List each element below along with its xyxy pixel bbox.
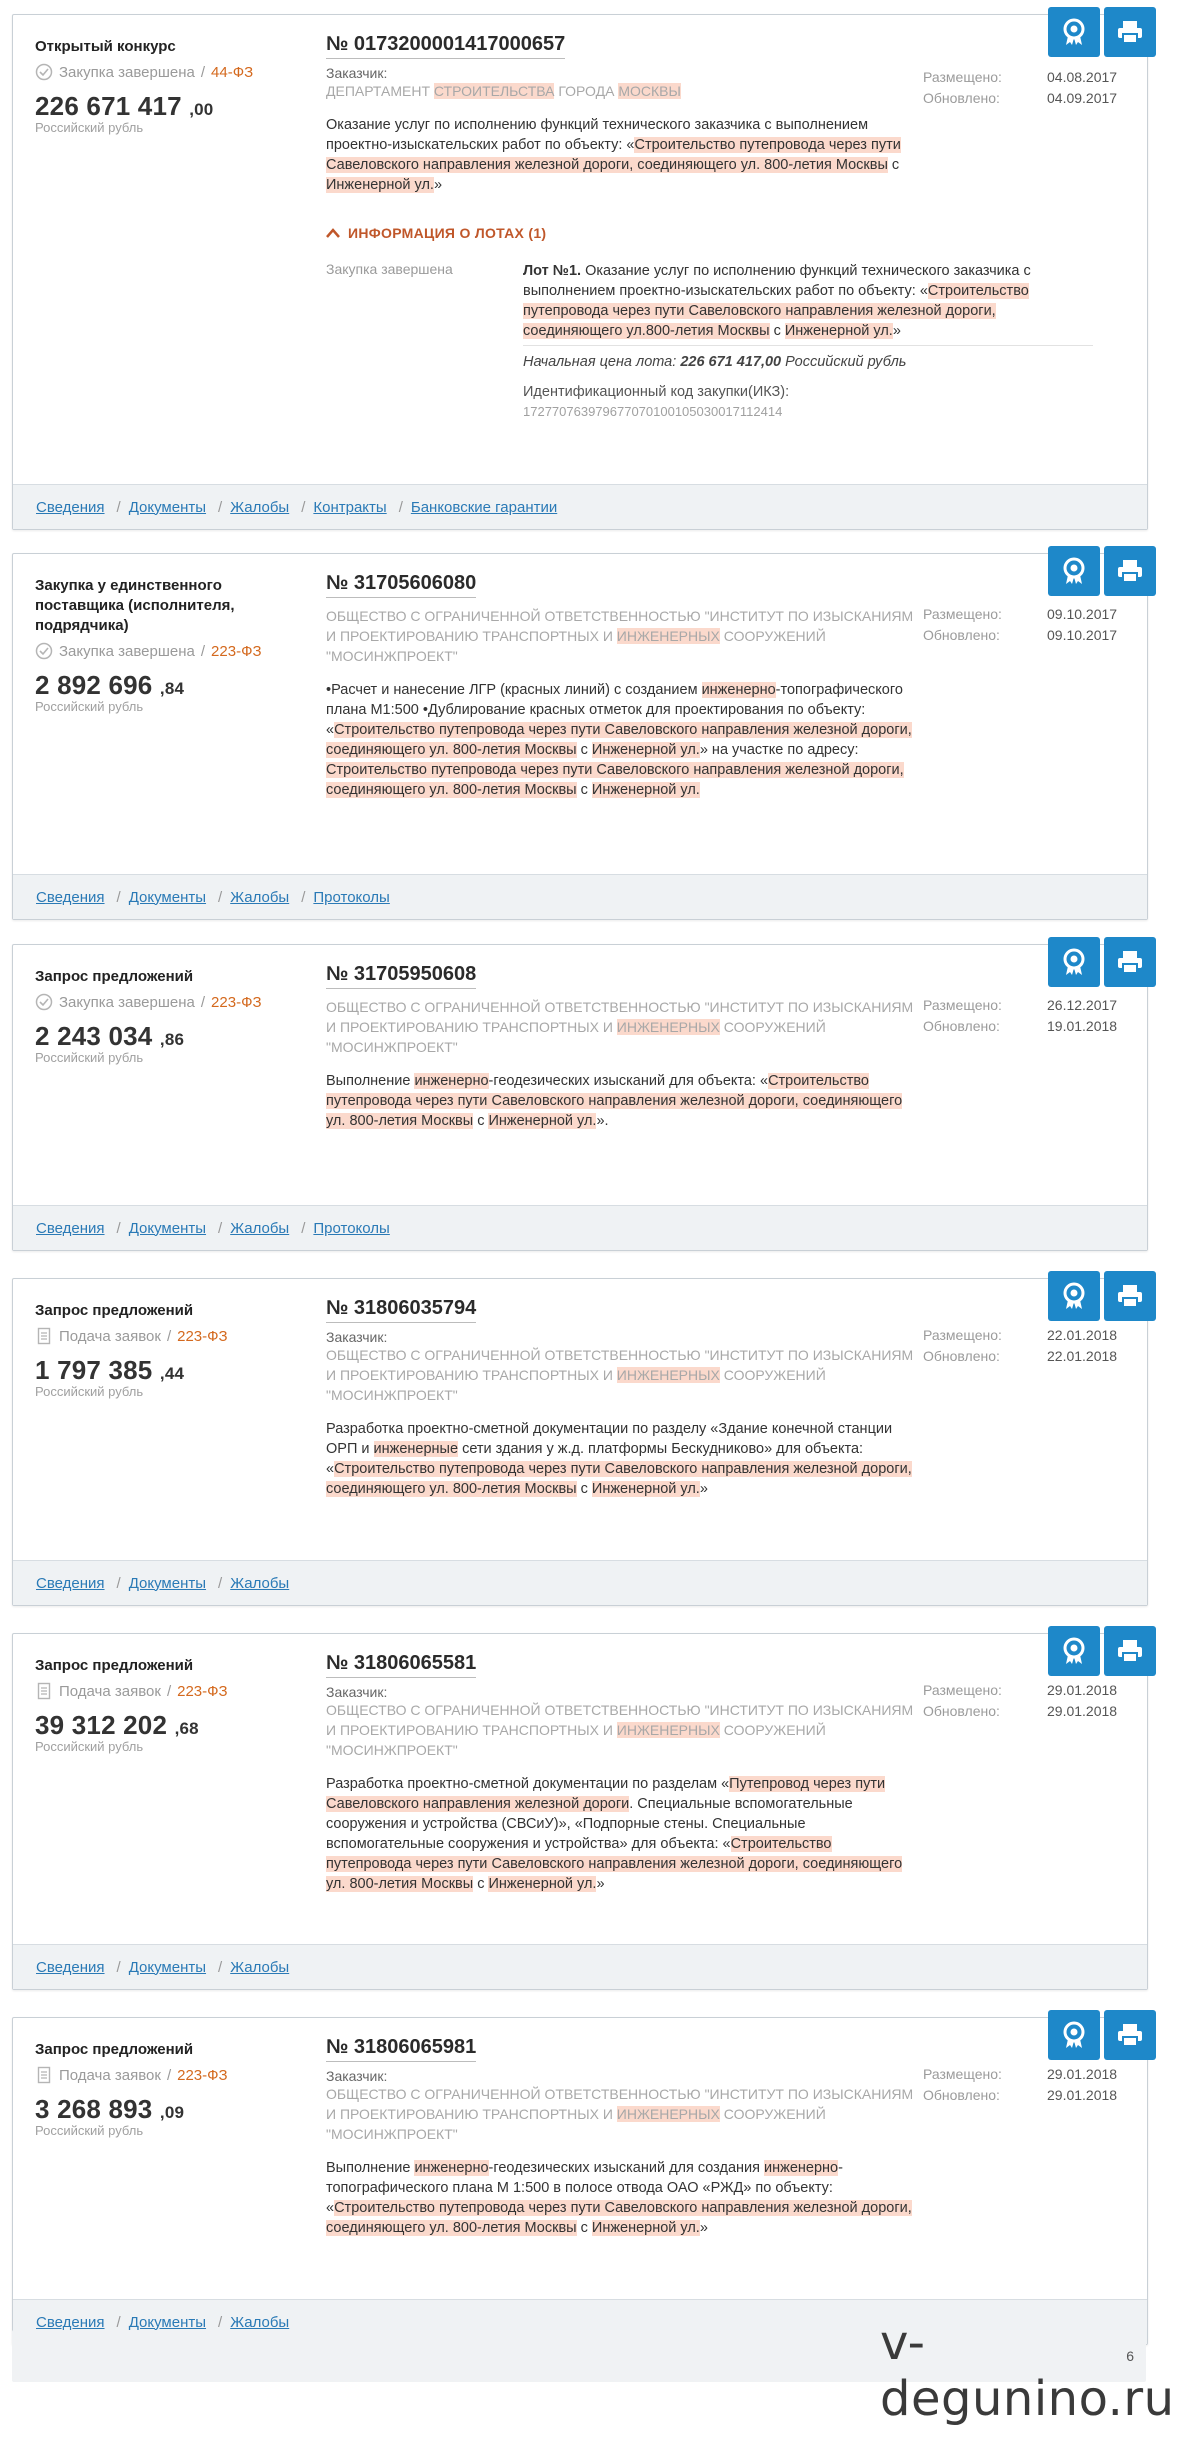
updated-date: 19.01.2018 [1047, 1018, 1118, 1034]
card-actions [1048, 1271, 1156, 1321]
status-text: Закупка завершена [59, 63, 195, 81]
tab-complaints[interactable]: Жалобы [230, 2313, 290, 2331]
card-summary [35, 37, 305, 135]
dates: Размещено: 29.01.2018 Обновлено: 29.01.2018 [923, 2064, 1153, 2106]
tab-complaints[interactable]: Жалобы [230, 1958, 290, 1976]
purchase-description: •Расчет и нанесение ЛГР (красных линий) с созданием инженерно-топографического плана М1:500 •Дублирование красных отметок для проектирования по объекту: «Строительство путепровода через пути Савеловского направления железной дороги, соединяющего ул. 800-летия Москвы с Инженерной ул.» на участке по адресу: Строительство путепровода через пути Савеловского направления железной дороги, соединяющего ул. 800-летия Москвы с Инженерной ул. [326, 682, 912, 798]
award-ribbon-icon [1059, 556, 1089, 586]
printer-icon [1116, 1283, 1144, 1309]
currency: Российский рубль [35, 1050, 144, 1065]
print-button[interactable] [1104, 2010, 1156, 2060]
award-ribbon-icon [1059, 947, 1089, 977]
registry-number[interactable]: № 31806065581 [326, 1652, 476, 1678]
price: 2 892 696 ,84 [35, 670, 185, 700]
purchase-description: Оказание услуг по исполнению функций технического заказчика с выполнением проектно-изыскательских работ по объекту: «Строительство путепровода через пути Савеловского направления железной дороги, соединяющего ул. 800-летия Москвы с Инженерной ул.» [326, 117, 901, 193]
ikz-value: 172770763979677070100105030017112414 [523, 404, 783, 419]
registry-number[interactable]: № 31705950608 [326, 963, 476, 989]
printer-icon [1116, 949, 1144, 975]
dates: Размещено: 26.12.2017 Обновлено: 19.01.2018 [923, 995, 1153, 1037]
card-summary [35, 1301, 305, 1399]
law-link[interactable]: 223-ФЗ [211, 642, 262, 660]
tab-documents[interactable]: Документы [128, 498, 207, 516]
lots-toggle[interactable] [326, 225, 916, 241]
tab-protocols[interactable]: Протоколы [313, 888, 390, 906]
printer-icon [1116, 2022, 1144, 2048]
award-ribbon-icon [1059, 17, 1089, 47]
check-circle-icon [35, 642, 53, 660]
law-link[interactable]: 223-ФЗ [211, 993, 262, 1011]
card-details [326, 963, 916, 1131]
currency: Российский рубль [35, 1739, 144, 1754]
ikz-label: Идентификационный код закупки(ИКЗ): [523, 384, 790, 400]
currency: Российский рубль [35, 699, 144, 714]
status-text: Подача заявок [59, 2066, 161, 2084]
tab-info[interactable]: Сведения [36, 2313, 105, 2331]
printer-icon [1116, 1638, 1144, 1664]
tab-complaints[interactable]: Жалобы [230, 888, 290, 906]
lot-description: Лот №1. Оказание услуг по исполнению функций технического заказчика с выполнением проектно-изыскательских работ по объекту: «Строительство путепровода через пути Савеловского направления железной дороги, соединяющего ул.800-летия Москвы с Инженерной ул.» [523, 263, 1031, 339]
purchase-status: Подача заявок / 223-ФЗ [35, 2066, 305, 2084]
dates: Размещено: 09.10.2017 Обновлено: 09.10.2017 [923, 604, 1153, 646]
purchase-description: Разработка проектно-сметной документации по разделу «Здание конечной станции ОРП и инженерные сети здания у ж.д. платформы Бескудниково» для объекта: «Строительство путепровода через пути Савеловского направления железной дороги, соединяющего ул. 800-летия Москвы с Инженерной ул.» [326, 1421, 912, 1497]
tab-info[interactable]: Сведения [36, 1958, 105, 1976]
card-actions [1048, 1626, 1156, 1676]
purchase-card [12, 553, 1148, 920]
tab-documents[interactable]: Документы [128, 1958, 207, 1976]
status-text: Подача заявок [59, 1327, 161, 1345]
status-text: Подача заявок [59, 1682, 161, 1700]
chevron-up-icon [326, 228, 340, 238]
currency: Российский рубль [35, 1384, 144, 1399]
law-link[interactable]: 44-ФЗ [211, 63, 254, 81]
card-footer-tabs: Сведения / Документы / Жалобы [13, 1944, 1147, 1989]
card-actions [1048, 2010, 1156, 2060]
law-link[interactable]: 223-ФЗ [177, 1682, 228, 1700]
customer-name[interactable]: ОБЩЕСТВО С ОГРАНИЧЕННОЙ ОТВЕТСТВЕННОСТЬЮ "ИНСТИТУТ ПО ИЗЫСКАНИЯМ И ПРОЕКТИРОВАНИЮ ТРАНСПОРТНЫХ И ИНЖЕНЕРНЫХ СООРУЖЕНИЙ "МОСИНЖПРОЕКТ" [326, 1347, 914, 1403]
customer-name[interactable]: ОБЩЕСТВО С ОГРАНИЧЕННОЙ ОТВЕТСТВЕННОСТЬЮ "ИНСТИТУТ ПО ИЗЫСКАНИЯМ И ПРОЕКТИРОВАНИЮ ТРАНСПОРТНЫХ И ИНЖЕНЕРНЫХ СООРУЖЕНИЙ "МОСИНЖПРОЕКТ" [326, 608, 914, 664]
print-button[interactable] [1104, 937, 1156, 987]
print-button[interactable] [1104, 1271, 1156, 1321]
status-text: Закупка завершена [59, 642, 195, 660]
price-main: 226 671 417 [35, 91, 182, 121]
updated-date: 29.01.2018 [1047, 2087, 1118, 2103]
customer-label: Заказчик: [326, 65, 388, 81]
award-button[interactable] [1048, 546, 1100, 596]
award-ribbon-icon [1059, 1636, 1089, 1666]
currency: Российский рубль [35, 2123, 144, 2138]
tab-bank-guarantees[interactable]: Банковские гарантии [410, 498, 558, 516]
card-summary [35, 967, 305, 1065]
award-button[interactable] [1048, 1271, 1100, 1321]
tab-documents[interactable]: Документы [128, 888, 207, 906]
price: 2 243 034 ,86 [35, 1021, 185, 1051]
updated-date: 09.10.2017 [1047, 627, 1118, 643]
document-icon [35, 2066, 53, 2084]
customer-label: Заказчик: [326, 1329, 388, 1345]
purchase-status: Подача заявок / 223-ФЗ [35, 1327, 305, 1345]
purchase-description: Выполнение инженерно-геодезических изысканий для создания инженерно-топографического плана М 1:500 в полосе отвода ОАО «РЖД» по объекту: «Строительство путепровода через пути Савеловского направления железной дороги, соединяющего ул. 800-летия Москвы с Инженерной ул.» [326, 2160, 912, 2236]
procedure-type: Открытый конкурс [35, 38, 176, 55]
card-details [326, 2036, 916, 2238]
dates: Размещено: 29.01.2018 Обновлено: 29.01.2018 [923, 1680, 1153, 1722]
procedure-type: Запрос предложений [35, 1302, 194, 1319]
procedure-type: Запрос предложений [35, 2041, 194, 2058]
updated-date: 29.01.2018 [1047, 1703, 1118, 1719]
law-link[interactable]: 223-ФЗ [177, 2066, 228, 2084]
purchase-card [12, 2017, 1148, 2345]
placed-date: 29.01.2018 [1047, 1682, 1118, 1698]
customer-label: Заказчик: [326, 1684, 388, 1700]
card-summary [35, 576, 305, 714]
card-summary [35, 1656, 305, 1754]
procedure-type: Запрос предложений [35, 968, 194, 985]
lot-body [523, 261, 1093, 422]
law-link[interactable]: 223-ФЗ [177, 1327, 228, 1345]
award-button[interactable] [1048, 937, 1100, 987]
procedure-type: Запрос предложений [35, 1657, 194, 1674]
tab-info[interactable]: Сведения [36, 1219, 105, 1237]
purchase-card [12, 944, 1148, 1251]
registry-number[interactable]: № 31806035794 [326, 1297, 476, 1323]
price-kopecks: ,00 [189, 100, 214, 119]
tab-info[interactable]: Сведения [36, 498, 105, 516]
card-actions [1048, 546, 1156, 596]
dates: Размещено: 22.01.2018 Обновлено: 22.01.2018 [923, 1325, 1153, 1367]
document-icon [35, 1682, 53, 1700]
tab-info[interactable]: Сведения [36, 888, 105, 906]
tab-contracts[interactable]: Контракты [313, 498, 387, 516]
customer-name[interactable]: ОБЩЕСТВО С ОГРАНИЧЕННОЙ ОТВЕТСТВЕННОСТЬЮ "ИНСТИТУТ ПО ИЗЫСКАНИЯМ И ПРОЕКТИРОВАНИЮ ТРАНСПОРТНЫХ И ИНЖЕНЕРНЫХ СООРУЖЕНИЙ "МОСИНЖПРОЕКТ" [326, 2086, 914, 2142]
card-actions [1048, 7, 1156, 57]
updated-date: 04.09.2017 [1047, 90, 1118, 106]
check-circle-icon [35, 63, 53, 81]
placed-date: 26.12.2017 [1047, 997, 1118, 1013]
placed-date: 22.01.2018 [1047, 1327, 1118, 1343]
placed-date: 04.08.2017 [1047, 69, 1118, 85]
card-details [326, 1297, 916, 1499]
placed-date: 09.10.2017 [1047, 606, 1118, 622]
award-ribbon-icon [1059, 1281, 1089, 1311]
document-icon [35, 1327, 53, 1345]
award-button[interactable] [1048, 2010, 1100, 2060]
purchase-description: Выполнение инженерно-геодезических изысканий для объекта: «Строительство путепровода через пути Савеловского направления железной дороги, соединяющего ул. 800-летия Москвы с Инженерной ул.». [326, 1073, 903, 1129]
card-summary [35, 2040, 305, 2138]
placed-date: 29.01.2018 [1047, 2066, 1118, 2082]
lot-status: Закупка завершена [326, 261, 453, 277]
customer-label: Заказчик: [326, 2068, 388, 2084]
card-footer-tabs: Сведения / Документы / Жалобы / Контракты / Банковские гарантии [13, 484, 1147, 529]
purchase-status: Подача заявок / 223-ФЗ [35, 1682, 305, 1700]
check-circle-icon [35, 993, 53, 1011]
tab-complaints[interactable]: Жалобы [230, 1574, 290, 1592]
page-number[interactable]: 6 [1126, 2348, 1134, 2364]
price: 3 268 893 ,09 [35, 2094, 185, 2124]
award-button[interactable] [1048, 7, 1100, 57]
customer-name[interactable]: ДЕПАРТАМЕНТ СТРОИТЕЛЬСТВА ГОРОДА МОСКВЫ [326, 83, 681, 99]
printer-icon [1116, 558, 1144, 584]
price [35, 91, 305, 122]
purchase-status: Закупка завершена / 223-ФЗ [35, 642, 305, 660]
card-details [326, 572, 916, 800]
registry-number[interactable]: № 31705606080 [326, 572, 476, 598]
card-actions [1048, 937, 1156, 987]
card-footer-tabs: Сведения / Документы / Жалобы [13, 1560, 1147, 1605]
award-button[interactable] [1048, 1626, 1100, 1676]
purchase-card [12, 1278, 1148, 1606]
dates: Размещено: 04.08.2017 Обновлено: 04.09.2017 [923, 67, 1153, 109]
price: 39 312 202 ,68 [35, 1710, 199, 1740]
card-details [326, 1652, 916, 1894]
tab-documents[interactable]: Документы [128, 2313, 207, 2331]
purchase-status: Закупка завершена / 223-ФЗ [35, 993, 305, 1011]
tab-documents[interactable]: Документы [128, 1219, 207, 1237]
registry-number[interactable]: № 31806065981 [326, 2036, 476, 2062]
tab-info[interactable]: Сведения [36, 1574, 105, 1592]
purchase-description: Разработка проектно-сметной документации по разделам «Путепровод через пути Савеловского направления железной дороги. Специальные вспомогательные сооружения и устройства (СВСиУ)», «Подпорные стены. Специальные вспомогательные сооружения и устройства» для объекта: «Строительство путепровода через пути Савеловского направления железной дороги, соединяющего ул. 800-летия Москвы с Инженерной ул.» [326, 1776, 903, 1892]
customer-name[interactable]: ОБЩЕСТВО С ОГРАНИЧЕННОЙ ОТВЕТСТВЕННОСТЬЮ "ИНСТИТУТ ПО ИЗЫСКАНИЯМ И ПРОЕКТИРОВАНИЮ ТРАНСПОРТНЫХ И ИНЖЕНЕРНЫХ СООРУЖЕНИЙ "МОСИНЖПРОЕКТ" [326, 1702, 914, 1758]
purchase-card [12, 14, 1148, 530]
card-footer-tabs: Сведения / Документы / Жалобы / Протоколы [13, 1205, 1147, 1250]
tab-protocols[interactable]: Протоколы [313, 1219, 390, 1237]
lot-price: Начальная цена лота: 226 671 417,00 Российский рубль [523, 354, 907, 370]
site-watermark: v-degunino.ru [880, 2315, 1175, 2427]
purchase-card [12, 1633, 1148, 1990]
tab-complaints[interactable]: Жалобы [230, 498, 290, 516]
print-button[interactable] [1104, 1626, 1156, 1676]
lots-toggle-label: ИНФОРМАЦИЯ О ЛОТАХ (1) [348, 225, 547, 241]
printer-icon [1116, 19, 1144, 45]
price: 1 797 385 ,44 [35, 1355, 185, 1385]
tab-documents[interactable]: Документы [128, 1574, 207, 1592]
status-text: Закупка завершена [59, 993, 195, 1011]
card-footer-tabs: Сведения / Документы / Жалобы / Протоколы [13, 874, 1147, 919]
customer-name[interactable]: ОБЩЕСТВО С ОГРАНИЧЕННОЙ ОТВЕТСТВЕННОСТЬЮ "ИНСТИТУТ ПО ИЗЫСКАНИЯМ И ПРОЕКТИРОВАНИЮ ТРАНСПОРТНЫХ И ИНЖЕНЕРНЫХ СООРУЖЕНИЙ "МОСИНЖПРОЕКТ" [326, 999, 914, 1055]
card-footer-tabs: Сведения / Документы / Жалобы [13, 2299, 1147, 2344]
lot-info [326, 261, 1031, 419]
procedure-type: Закупка у единственного поставщика (исполнителя, подрядчика) [35, 577, 235, 634]
updated-date: 22.01.2018 [1047, 1348, 1118, 1364]
tab-complaints[interactable]: Жалобы [230, 1219, 290, 1237]
purchase-status: Закупка завершена / 44-ФЗ [35, 63, 305, 81]
registry-number[interactable]: № 0173200001417000657 [326, 33, 565, 59]
print-button[interactable] [1104, 546, 1156, 596]
print-button[interactable] [1104, 7, 1156, 57]
award-ribbon-icon [1059, 2020, 1089, 2050]
currency: Российский рубль [35, 120, 144, 135]
